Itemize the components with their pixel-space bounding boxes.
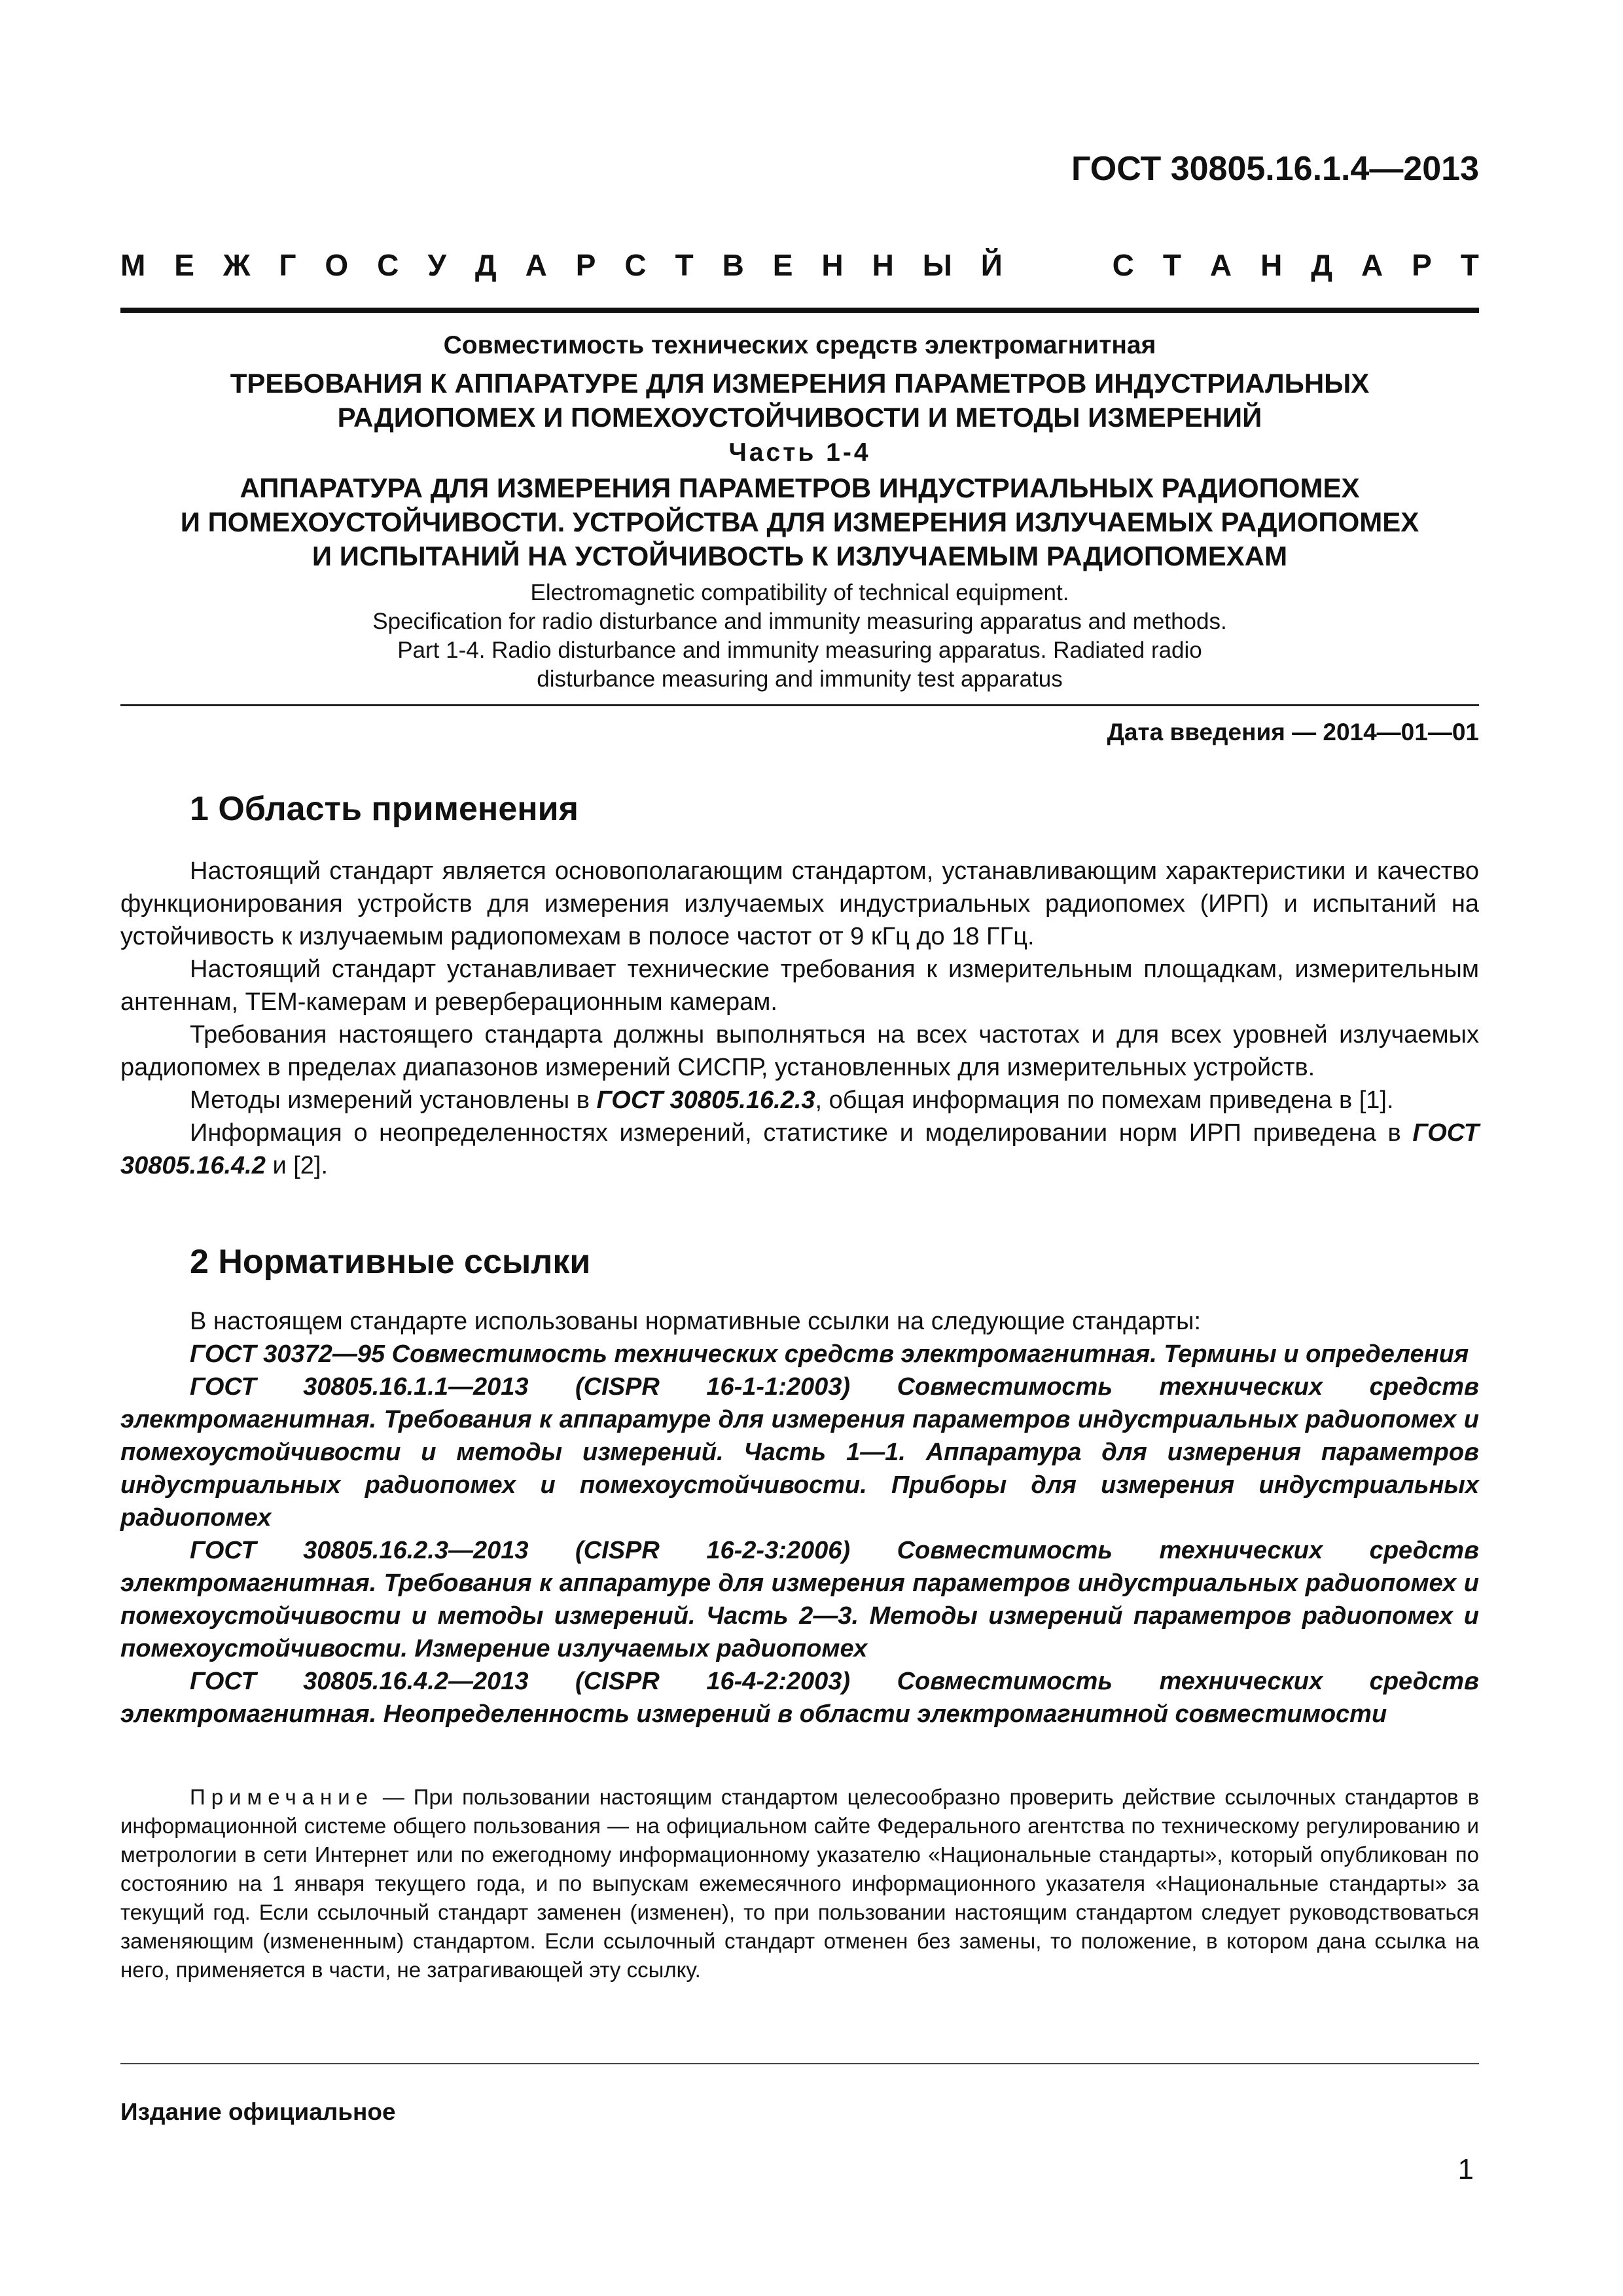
paragraph [120, 1117, 1479, 1182]
introduction-date: Дата введения — 2014—01—01 [1107, 719, 1479, 745]
standard-reference: ГОСТ 30805.16.2.3 [596, 1086, 815, 1114]
standard-type-letter: Ы [922, 248, 952, 282]
section-1-body [120, 855, 1479, 1182]
title-part: Часть 1-4 [728, 439, 871, 467]
standard-type-letter: А [525, 248, 547, 282]
page-number: 1 [1457, 2153, 1474, 2185]
standard-type-letter: Т [675, 248, 694, 282]
note-label: Примечание [190, 1785, 374, 1809]
standard-type-letter: Н [1260, 248, 1283, 282]
title-block [120, 329, 1479, 694]
reference-item: ГОСТ 30805.16.4.2—2013 (CISPR 16-4-2:2003) Совместимость технических средств электромагнитная. Неопределенность измерений в области электромагнитной совместимости [120, 1668, 1479, 1728]
section-1-heading: 1 Область применения [190, 790, 579, 828]
standard-type-letter: Н [821, 248, 844, 282]
standard-type-letter: Т [1162, 248, 1181, 282]
edition-label: Издание официальное [120, 2098, 396, 2125]
standard-type-letter: У [427, 248, 446, 282]
standard-type-letter: Г [279, 248, 296, 282]
english-title-line: Part 1-4. Radio disturbance and immunity measuring apparatus. Radiated radio [397, 637, 1202, 663]
standard-type-letter: М [120, 248, 146, 282]
paragraph-text: Информация о неопределенностях измерений, статистике и моделировании норм ИРП приведена в [190, 1119, 1413, 1147]
standard-type-letter: Н [872, 248, 894, 282]
word-gap [1031, 247, 1084, 283]
standard-type-heading [120, 247, 1479, 283]
reference-item: ГОСТ 30372—95 Совместимость технических средств электромагнитная. Термины и определения [190, 1340, 1469, 1368]
header-divider [120, 308, 1479, 313]
paragraph-text: Методы измерений установлены в [190, 1086, 597, 1114]
standard-type-letter: Р [1412, 248, 1432, 282]
document-number: ГОСТ 30805.16.1.4—2013 [1071, 150, 1479, 188]
standard-type-letter: Ж [223, 248, 251, 282]
standard-type-letter: Р [575, 248, 596, 282]
normative-references-list [120, 1338, 1479, 1731]
footer-divider [120, 2063, 1479, 2064]
standard-type-letter: В [722, 248, 744, 282]
standard-type-letter: Т [1460, 248, 1479, 282]
paragraph-text: и [2]. [265, 1152, 329, 1179]
english-title-line: Specification for radio disturbance and immunity measuring apparatus and methods. [372, 609, 1227, 634]
title-main-line: РАДИОПОМЕХ И ПОМЕХОУСТОЙЧИВОСТИ И МЕТОДЫ ИЗМЕРЕНИЙ [337, 402, 1262, 433]
title-main-line: ТРЕБОВАНИЯ К АППАРАТУРЕ ДЛЯ ИЗМЕРЕНИЯ ПАРАМЕТРОВ ИНДУСТРИАЛЬНЫХ [230, 368, 1370, 399]
paragraph-text: , общая информация по помехам приведена в [1]. [815, 1086, 1394, 1114]
section-2-heading: 2 Нормативные ссылки [190, 1243, 591, 1281]
title-divider [120, 704, 1479, 706]
section-2-intro [120, 1305, 1479, 1338]
standard-type-letter: С [1112, 248, 1134, 282]
reference-item: ГОСТ 30805.16.2.3—2013 (CISPR 16-2-3:2006) Совместимость технических средств электромагнитная. Требования к аппаратуре для измерения параметров индустриальных радиопомех и помехоустойчивости и методы измерений. Часть 2—3. Методы измерений параметров радиопомех и помехоустойчивости. Измерение излучаемых радиопомех [120, 1537, 1479, 1662]
paragraph: Настоящий стандарт является основополагающим стандартом, устанавливающим характеристики и качество функционирования устройств для измерения излучаемых индустриальных радиопомех (ИРП) и испытаний на устойчивость к излучаемым радиопомехам в полосе частот от 9 кГц до 18 ГГц. [120, 857, 1479, 950]
standard-type-letter: А [1209, 248, 1232, 282]
title-part-name-line: И ИСПЫТАНИЙ НА УСТОЙЧИВОСТЬ К ИЗЛУЧАЕМЫМ РАДИОПОМЕХАМ [312, 541, 1288, 571]
standard-type-letter: О [325, 248, 349, 282]
note-block [120, 1783, 1479, 1984]
paragraph [120, 1084, 1479, 1117]
standard-type-letter: Д [1311, 248, 1333, 282]
standard-type-letter: С [377, 248, 399, 282]
standard-type-letter: Д [474, 248, 497, 282]
paragraph: Настоящий стандарт устанавливает технические требования к измерительным площадкам, измерительным антеннам, ТЕМ-камерам и реверберационным камерам. [120, 956, 1479, 1016]
reference-item: ГОСТ 30805.16.1.1—2013 (CISPR 16-1-1:2003) Совместимость технических средств электромагнитная. Требования к аппаратуре для измерения параметров индустриальных радиопомех и помехоустойчивости и методы измерений. Часть 1—1. Аппаратура для измерения параметров индустриальных радиопомех и помехоустойчивости. Приборы для измерения индустриальных радиопомех [120, 1373, 1479, 1532]
standard-reference: ГОСТ 30805.16.4.2 [120, 1119, 1479, 1179]
paragraph: В настоящем стандарте использованы нормативные ссылки на следующие стандарты: [190, 1308, 1202, 1335]
standard-type-letter: Й [980, 248, 1003, 282]
paragraph: Требования настоящего стандарта должны выполняться на всех частотах и для всех уровней излучаемых радиопомех в пределах диапазонов измерений СИСПР, установленных для измерительных устройств. [120, 1021, 1479, 1081]
standard-type-letter: С [624, 248, 647, 282]
title-part-name-line: АППАРАТУРА ДЛЯ ИЗМЕРЕНИЯ ПАРАМЕТРОВ ИНДУСТРИАЛЬНЫХ РАДИОПОМЕХ [240, 473, 1360, 503]
standard-type-letter: Е [174, 248, 194, 282]
note-paragraph [120, 1783, 1479, 1984]
standard-type-letter: Е [772, 248, 793, 282]
english-title-line: disturbance measuring and immunity test apparatus [537, 666, 1063, 692]
note-text: — При пользовании настоящим стандартом целесообразно проверить действие ссылочных стандартов в информационной системе общего пользования — на официальном сайте Федерального агентства по техническому регулированию и метрологии в сети Интернет или по ежегодному информационному указателю «Национальные стандарты», который опубликован по состоянию на 1 января текущего года, и по выпускам ежемесячного информационного указателя «Национальные стандарты» за текущий год. Если ссылочный стандарт заменен (изменен), то при пользовании настоящим стандартом следует руководствоваться заменяющим (измененным) стандартом. Если ссылочный стандарт отменен без замены, то положение, в котором дана ссылка на него, применяется в части, не затрагивающей эту ссылку. [120, 1785, 1479, 1982]
standard-type-letter: А [1361, 248, 1383, 282]
title-subject: Совместимость технических средств электромагнитная [443, 331, 1156, 359]
title-part-name-line: И ПОМЕХОУСТОЙЧИВОСТИ. УСТРОЙСТВА ДЛЯ ИЗМЕРЕНИЯ ИЗЛУЧАЕМЫХ РАДИОПОМЕХ [180, 507, 1419, 537]
english-title-line: Electromagnetic compatibility of technical equipment. [530, 580, 1069, 605]
